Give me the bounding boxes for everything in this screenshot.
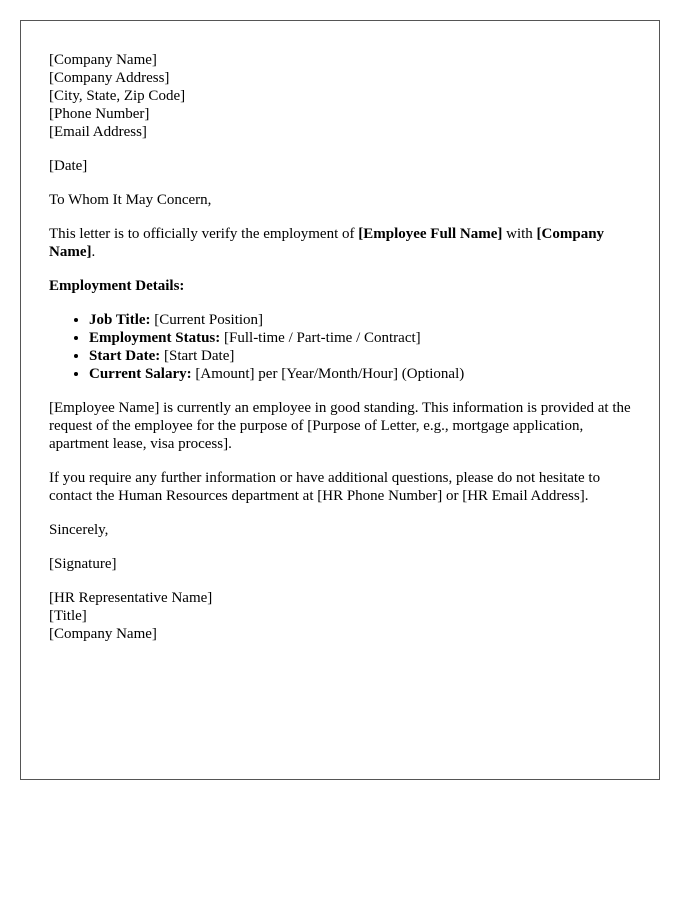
list-item — [89, 311, 631, 329]
detail-label: Job Title: — [89, 312, 151, 328]
detail-label: Employment Status: — [89, 330, 221, 346]
sender-city-state-zip: [City, State, Zip Code] — [49, 88, 186, 104]
detail-value: [Current Position] — [150, 312, 264, 328]
closing: Sincerely, — [49, 522, 109, 538]
intro-company-name: [Company Name] — [49, 226, 605, 260]
signer-company: [Company Name] — [49, 626, 157, 642]
letter-date: [Date] — [49, 158, 88, 174]
intro-paragraph — [49, 225, 631, 261]
letter-page — [20, 20, 660, 780]
sender-email: [Email Address] — [49, 124, 147, 140]
details-list — [49, 311, 631, 383]
sender-phone: [Phone Number] — [49, 106, 150, 122]
signer-block — [49, 589, 631, 643]
signer-name: [HR Representative Name] — [49, 590, 213, 606]
signer-title: [Title] — [49, 608, 87, 624]
detail-value: [Amount] per [Year/Month/Hour] (Optional) — [191, 366, 465, 382]
detail-label: Start Date: — [89, 348, 161, 364]
detail-label: Current Salary: — [89, 366, 192, 382]
standing-paragraph: [Employee Name] is currently an employee in good standing. This information is provided at the request of the employee for the purpose of [Purpose of Letter, e.g., mortgage application, apartment lease, visa process]. — [49, 400, 631, 452]
sender-company-address: [Company Address] — [49, 70, 170, 86]
sender-company-name: [Company Name] — [49, 52, 157, 68]
contact-paragraph: If you require any further information or have additional questions, please do not hesitate to contact the Human Resources department at [HR Phone Number] or [HR Email Address]. — [49, 470, 601, 504]
list-item — [89, 365, 631, 383]
detail-value: [Start Date] — [160, 348, 235, 364]
list-item — [89, 347, 631, 365]
intro-text-end: . — [91, 244, 96, 260]
sender-address-block — [49, 51, 631, 141]
intro-text-before: This letter is to officially verify the employment of — [49, 226, 359, 242]
salutation: To Whom It May Concern, — [49, 192, 212, 208]
employee-full-name: [Employee Full Name] — [358, 226, 503, 242]
detail-value: [Full-time / Part-time / Contract] — [220, 330, 421, 346]
intro-text-middle: with — [502, 226, 537, 242]
signature-placeholder: [Signature] — [49, 556, 117, 572]
details-heading: Employment Details: — [49, 278, 185, 294]
list-item — [89, 329, 631, 347]
